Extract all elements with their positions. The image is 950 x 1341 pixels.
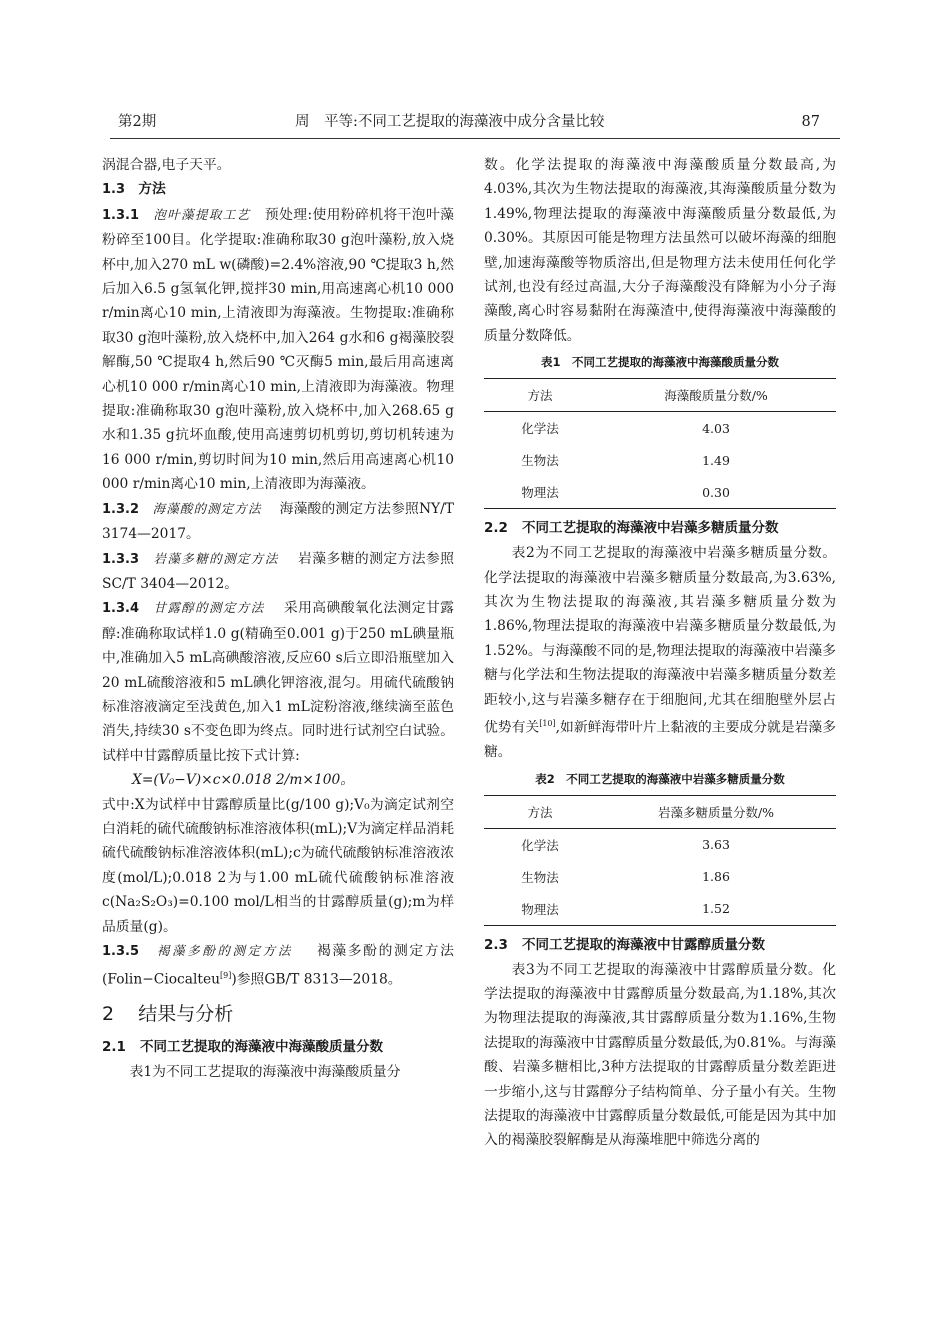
table-cell: 1.49	[702, 452, 730, 468]
paragraph	[484, 541, 836, 764]
paragraph: 表1为不同工艺提取的海藻液中海藻酸质量分	[129, 1064, 401, 1081]
column-header: 方法	[527, 388, 553, 404]
paragraph-text: 表2为不同工艺提取的海藻液中岩藻多糖质量分数。化学法提取的海藻液中岩藻多糖质量分数最高,为3.63%,其次为生物法提取的海藻液,其岩藻多糖质量分数为1.86%,物理法提取的海藻液中岩藻多糖质量分数最低,为1.52%。与海藻酸不同的是,物理法提取的海藻液中岩藻多糖与化学法和生物法提取的海藻液中岩藻多糖质量分数差距较小,这与岩藻多糖存在于细胞间,尤其在细胞壁外层占优势有关	[484, 545, 836, 736]
section-number: 2	[102, 1003, 115, 1026]
table-cell: 物理法	[521, 485, 559, 501]
section-number: 2.2	[484, 520, 508, 537]
paragraph-text: )参照GB/T 8313—2018。	[231, 972, 402, 988]
table-row	[484, 444, 836, 476]
paragraph-1-3-1	[102, 203, 454, 497]
column-header: 方法	[527, 804, 553, 820]
table-cell: 生物法	[521, 453, 559, 469]
paragraph-1-3-5	[102, 939, 454, 992]
page-number: 87	[801, 114, 820, 130]
citation-ref[interactable]: [9]	[220, 971, 232, 981]
mannitol-formula: X=(V₀−V)×c×0.018 2/m×100。	[132, 772, 355, 789]
paragraph-text: 褐藻多酚的测定方法(Folin−Ciocalteu	[102, 943, 454, 988]
section-title: 不同工艺提取的海藻液中甘露醇质量分数	[522, 936, 766, 953]
paragraph: 数。化学法提取的海藻液中海藻酸质量分数最高,为4.03%,其次为生物法提取的海藻液,其海藻酸质量分数为1.49%,物理法提取的海藻液中海藻酸质量分数最低,为0.30%。其原因可能是物理方法虽然可以破坏海藻的细胞壁,加速海藻酸等物质溶出,但是物理方法未使用任何化学试剂,也没有经过高温,大分子海藻酸没有降解为小分子海藻酸,离心时容易黏附在海藻渣中,使得海藻液中海藻酸的质量分数降低。	[484, 157, 836, 344]
paragraph-text: ,如新鲜海带叶片上黏液的主要成分就是岩藻多糖。	[484, 719, 836, 761]
table-cell: 3.63	[702, 837, 730, 852]
table-row	[484, 476, 836, 509]
section-title: 方法	[138, 181, 166, 198]
section-heading-2-3	[484, 932, 836, 958]
table2-caption: 表2 不同工艺提取的海藻液中岩藻多糖质量分数	[535, 771, 785, 786]
table-row	[484, 893, 836, 926]
right-column	[484, 153, 836, 1153]
citation-ref[interactable]: [10]	[539, 719, 556, 729]
article-short-title: 周 平等:不同工艺提取的海藻液中成分含量比较	[295, 114, 605, 130]
section-number: 2.3	[484, 936, 508, 953]
section-number: 1.3.2	[102, 501, 140, 517]
table-row	[484, 828, 836, 861]
table-cell: 化学法	[521, 837, 559, 853]
subsection-title: 甘露醇的测定方法	[153, 600, 265, 616]
formula-explanation: 式中:X为试样中甘露醇质量比(g/100 g);V₀为滴定试剂空白消耗的硫代硫酸钠标准溶液体积(mL);V为滴定样品消耗硫代硫酸钠标准溶液体积(mL);c为硫代硫酸钠标准溶液浓度(mol/L);0.018 2为与1.00 mL硫代硫酸钠标准溶液c(Na₂S₂O₃)=0.100 mol/L相当的甘露醇质量(g);m为样品质量(g)。	[102, 796, 454, 935]
table1-caption: 表1 不同工艺提取的海藻液中海藻酸质量分数	[541, 355, 779, 370]
header-rule	[110, 138, 840, 139]
table2-fucoidan	[484, 795, 836, 926]
table-cell: 化学法	[521, 421, 559, 437]
table-cell: 4.03	[702, 420, 730, 436]
table-header-row	[484, 379, 836, 412]
table-header-row	[484, 795, 836, 828]
section-heading-2	[102, 998, 454, 1030]
section-number: 1.3	[102, 182, 126, 198]
paragraph: 表3为不同工艺提取的海藻液中甘露醇质量分数。化学法提取的海藻液中甘露醇质量分数最高,为1.18%,其次为物理法提取的海藻液,其甘露醇质量分数为1.16%,生物法提取的海藻液中甘露醇质量分数最低,为0.81%。与海藻酸、岩藻多糖相比,3种方法提取的甘露醇质量分数差距进一步缩小,这与甘露醇分子结构简单、分子量小有关。生物法提取的海藻液中甘露醇质量分数最低,可能是因为其中加入的褐藻胶裂解酶是从海藻堆肥中筛选分离的	[484, 961, 836, 1149]
section-number: 1.3.3	[102, 551, 140, 567]
paragraph-text: 采用高碘酸氧化法测定甘露醇:准确称取试样1.0 g(精确至0.001 g)于250 mL碘量瓶中,准确加入5 mL高碘酸溶液,反应60 s后立即沿瓶壁加入20 mL硫酸溶液和5 mL碘化钾溶液,混匀。用硫代硫酸钠标准溶液滴定至浅黄色,加入1 mL淀粉溶液,继续滴至蓝色消失,持续30 s不变色即为终点。同时进行试剂空白试验。试样中甘露醇质量比按下式计算:	[102, 600, 454, 764]
table-row	[484, 412, 836, 445]
table1-alginic-acid	[484, 378, 836, 509]
subsection-title: 海藻酸的测定方法	[152, 500, 262, 516]
section-heading-2-2	[484, 515, 836, 541]
section-heading-2-1	[102, 1034, 454, 1060]
section-number: 2.1	[102, 1039, 126, 1056]
left-column	[102, 153, 454, 1085]
paragraph-text: 海藻酸的测定方法参照NY/T 3174—2017。	[102, 500, 454, 543]
subsection-title: 褐藻多酚的测定方法	[157, 943, 293, 958]
column-header: 岩藻多糖质量分数/%	[657, 804, 775, 820]
paragraph-1-3-2	[102, 497, 454, 547]
table-cell: 1.52	[702, 901, 730, 916]
running-header	[110, 110, 826, 134]
table-cell: 生物法	[521, 869, 559, 885]
table-cell: 1.86	[702, 869, 730, 884]
paragraph-text: 预处理:使用粉碎机将干泡叶藻粉碎至100目。化学提取:准确称取30 g泡叶藻粉,放入烧杯中,加入270 mL w(磷酸)=2.4%溶液,90 ℃提取3 h,然后加入6.5 g氢氧化钾,搅拌30 min,用高速离心机10 000 r/min离心10 min,上清液即为海藻液。生物提取:准确称取30 g泡叶藻粉,放入烧杯中,加入264 g水和6 g褐藻胶裂解酶,50 ℃提取4 h,然后90 ℃灭酶5 min,最后用高速离心机10 000 r/min离心10 min,上清液即为海藻液。物理提取:准确称取30 g泡叶藻粉,放入烧杯中,加入268.65 g水和1.35 g抗坏血酸,使用高速剪切机剪切,剪切机转速为16 000 r/min,剪切时间为10 min,然后用高速离心机10 000 r/min离心10 min,上清液即为海藻液。	[102, 206, 454, 493]
journal-issue: 第2期	[118, 114, 157, 130]
paragraph: 涡混合器,电子天平。	[102, 157, 231, 173]
section-title: 结果与分析	[138, 1003, 234, 1026]
section-number: 1.3.4	[102, 601, 140, 617]
table-row	[484, 861, 836, 893]
section-number: 1.3.5	[102, 944, 140, 959]
paragraph-1-3-3	[102, 547, 454, 597]
table-cell: 物理法	[521, 901, 559, 917]
section-title: 不同工艺提取的海藻液中海藻酸质量分数	[140, 1039, 384, 1056]
paragraph-text: 岩藻多糖的测定方法参照SC/T 3404—2012。	[102, 550, 454, 592]
subsection-title: 岩藻多糖的测定方法	[153, 550, 279, 566]
section-number: 1.3.1	[102, 207, 140, 223]
paragraph-1-3-4	[102, 596, 454, 768]
subsection-title: 泡叶藻提取工艺	[153, 206, 251, 222]
column-header: 海藻酸质量分数/%	[664, 388, 768, 404]
section-heading-1-3	[102, 177, 454, 202]
table-cell: 0.30	[702, 484, 730, 500]
section-title: 不同工艺提取的海藻液中岩藻多糖质量分数	[522, 520, 779, 537]
